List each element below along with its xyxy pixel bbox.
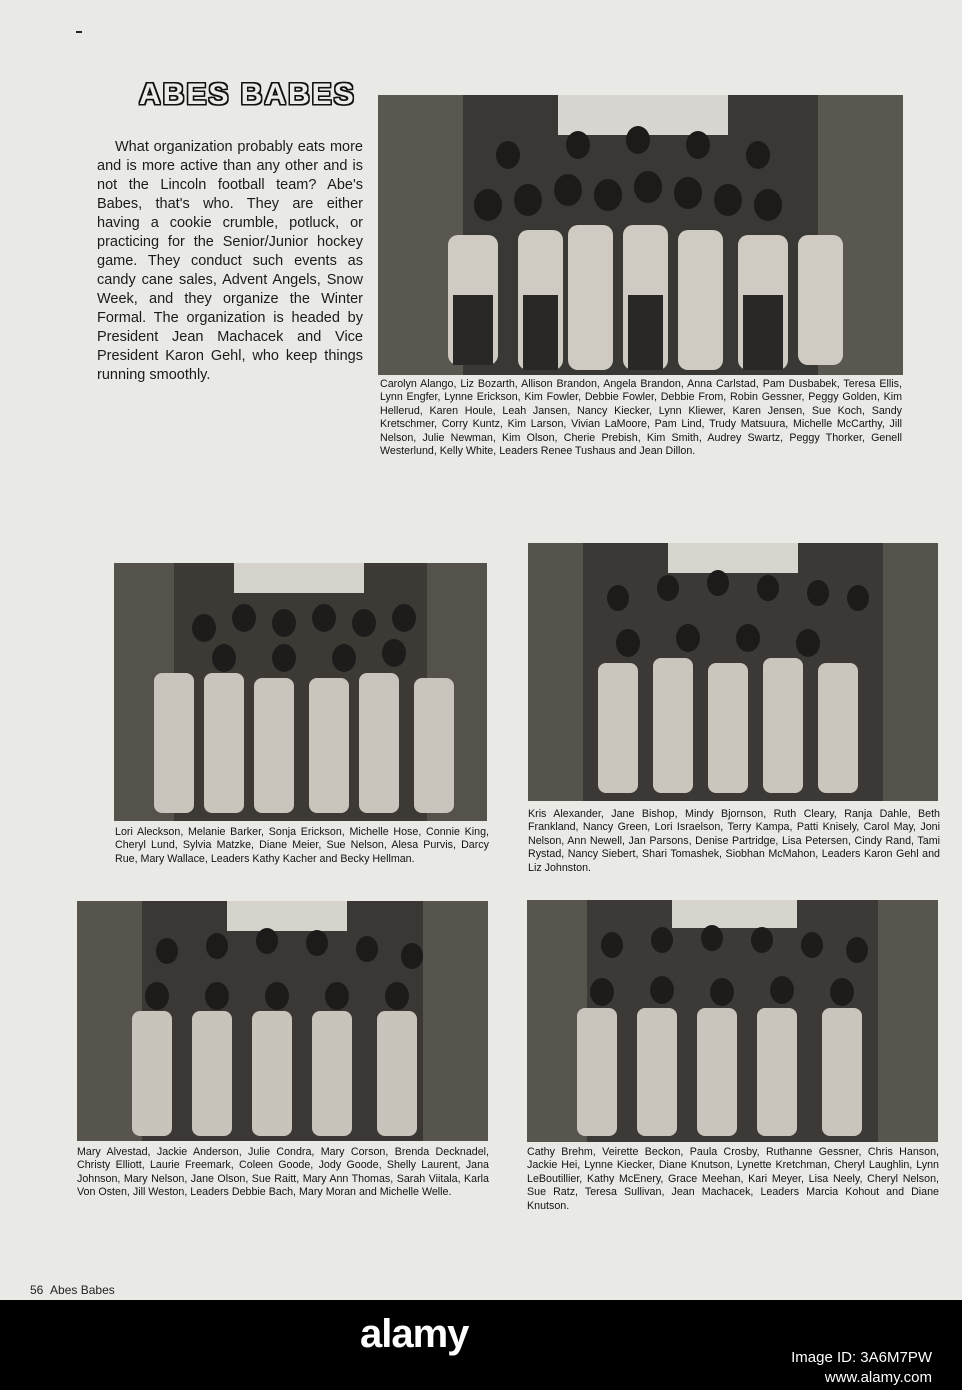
watermark-brand: alamy [360, 1312, 469, 1356]
caption-photo-1: Carolyn Alango, Liz Bozarth, Allison Brandon, Angela Brandon, Anna Carlstad, Pam Dusbabek, Teresa Ellis, Lynn Engfer, Lynne Erickson, Kim Fowler, Debbie Fowler, Debbie From, Robin Gessner, Peggy Golden, Kim Hellerud, Karen Houle, Leah Jansen, Nancy Kiecker, Lynn Kliewer, Karen Jensen, Sue Koch, Sandy Kretschmer, Corry Kuntz, Kim Larson, Vivian LaMoore, Pam Lind, Trudy Matsuura, Michelle McCarthy, Jill Nelson, Julie Newman, Kim Olson, Cherie Prebish, Kim Smith, Audrey Swartz, Peggy Thorker, Genell Westerlund, Kelly White, Leaders Renee Tushaus and Jean Dillon. [380, 378, 902, 458]
group-photo-2 [114, 563, 487, 821]
group-photo-3 [528, 543, 938, 801]
group-photo-5 [527, 900, 938, 1142]
watermark-info [791, 1348, 932, 1388]
page-mark [76, 31, 82, 33]
page-title: ABES BABES [139, 78, 356, 111]
caption-photo-4: Mary Alvestad, Jackie Anderson, Julie Condra, Mary Corson, Brenda Decknadel, Christy Elliott, Laurie Freemark, Coleen Goode, Jody Goode, Shelly Laurent, Jana Johnson, Mary Nelson, Jane Olson, Sue Raitt, Mary Ann Thomas, Sarah Viitala, Karla Von Osten, Jill Weston, Leaders Debbie Bach, Mary Moran and Michelle Welle. [77, 1146, 489, 1199]
group-photo-1 [378, 95, 903, 375]
image-id-label: Image ID: 3A6M7PW [791, 1349, 932, 1366]
group-photo-4 [77, 901, 488, 1141]
site-url: www.alamy.com [824, 1369, 932, 1386]
intro-paragraph: What organization probably eats more and is more active than any other and is not the Lincoln football team? Abe's Babes, that's who. They are either having a cookie crumble, potluck, or practicing for the Senior/Junior hockey game. They conduct such events as candy cane sales, Advent Angels, Snow Week, and they organize the Winter Formal. The organization is headed by President Jean Machacek and Vice President Karon Gehl, who keep things running smoothly. [97, 139, 363, 383]
caption-photo-3: Kris Alexander, Jane Bishop, Mindy Bjornson, Ruth Cleary, Ranja Dahle, Beth Frankland, Nancy Green, Lori Israelson, Terry Kampa, Patti Knisely, Carol May, Joni Nelson, Ann Newell, Jan Parsons, Denise Partridge, Lisa Petersen, Cindy Rand, Tami Rystad, Nancy Siebert, Shari Tomashek, Siobhan McMahon, Leaders Karon Gehl and Liz Johnston. [528, 808, 940, 874]
caption-photo-5: Cathy Brehm, Veirette Beckon, Paula Crosby, Ruthanne Gessner, Chris Hanson, Jackie Hei, Lynne Kiecker, Diane Knutson, Lynette Kretchman, Cheryl Laughlin, Lynn LeBoutillier, Kathy McEnery, Grace Meehan, Kari Meyer, Lisa Neely, Cheryl Nelson, Sue Ratz, Teresa Sullivan, Jean Machacek, Leaders Marcia Kohout and Diane Knutson. [527, 1146, 939, 1212]
page-footer [30, 1283, 119, 1297]
page-number: 56 [30, 1283, 44, 1297]
footer-section-name: Abes Babes [50, 1283, 115, 1297]
caption-photo-2: Lori Aleckson, Melanie Barker, Sonja Erickson, Michelle Hose, Connie King, Cheryl Lund, Sylvia Matzke, Diane Meier, Sue Nelson, Alesa Purvis, Darcy Rue, Mary Wallace, Leaders Kathy Kacher and Becky Hellman. [115, 826, 489, 865]
